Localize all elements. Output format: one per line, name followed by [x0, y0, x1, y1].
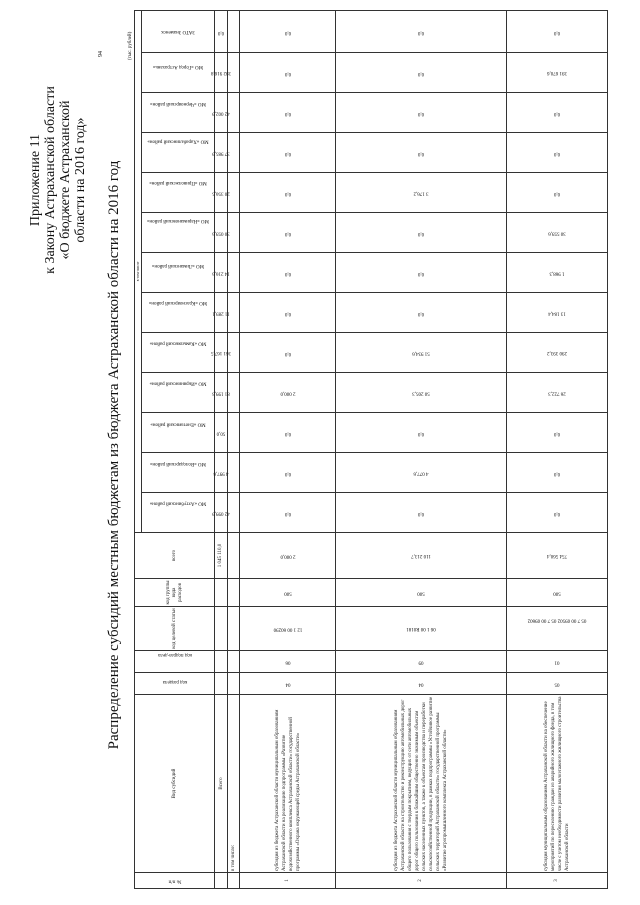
header-target: код целевой статьи [135, 607, 215, 651]
row-kind: субсидия муниципальным образованиям Астраханской области на обеспечение мероприятий по переселению граждан из аварийного жилищного фонда, в том числе с учетом необходимости развития малоэтажного жилищного строительства Астраханской области [507, 695, 608, 873]
row-district-value: 2 000,0 [240, 373, 336, 413]
total-district-value: 0,0 [215, 11, 228, 53]
header-district: МО «Лиманский район» [142, 253, 215, 293]
row-total: 2 000,0 [240, 533, 336, 579]
appendix-line-3: «О бюджете Астраханской [58, 100, 73, 260]
row-district-value: 3 176,2 [336, 173, 507, 213]
row-district-value: 0,0 [336, 213, 507, 253]
header-district: МО «Наримановский район» [142, 213, 215, 253]
total-district-value: 361 167,5 [215, 333, 228, 373]
table-row [336, 11, 507, 889]
total-district-value: 392 916,8 [215, 53, 228, 93]
total-district-value: 4 997,6 [215, 453, 228, 493]
row-target: 12 1 00 60290 [240, 607, 336, 651]
totals-row [215, 11, 228, 889]
page-number: 94 [98, 51, 104, 57]
row-district-value: 0,0 [240, 173, 336, 213]
row-district-value: 0,0 [240, 253, 336, 293]
total-district-value: 42 002,9 [215, 93, 228, 133]
header-kind: Вид субсидий [135, 695, 215, 873]
total-district-value: 14 216,6 [215, 253, 228, 293]
header-district: МО «Ахтубинский район» [142, 493, 215, 533]
row-section: 04 [336, 673, 507, 695]
row-district-value: 0,0 [336, 493, 507, 533]
header-num: № п/п [135, 873, 215, 889]
total-district-value: 30 059,6 [215, 213, 228, 253]
row-district-value: 290 393,2 [507, 333, 608, 373]
including-row [228, 11, 240, 889]
row-district-value: 0,0 [507, 93, 608, 133]
row-district-value: 0,0 [507, 453, 608, 493]
row-section: 04 [240, 673, 336, 695]
row-district-value: 0,0 [336, 11, 507, 53]
row-kind: субсидия из бюджета Астраханской области муниципальным образованиям Астраханской области на реализацию подпрограммы «Развитие водохозяйственного комплекса Астраханской области» государственной программы «Охрана окружающей среды Астраханской области» [240, 695, 336, 873]
row-target: 06 1 00 R0181 [336, 607, 507, 651]
row-district-value: 0,0 [336, 53, 507, 93]
row-district-value: 26 722,3 [507, 373, 608, 413]
row-district-value: 4 077,6 [336, 453, 507, 493]
row-subsection: 06 [240, 651, 336, 673]
header-total: всего [135, 533, 215, 579]
row-district-value: 0,0 [240, 133, 336, 173]
grand-total: 1 045 110,0 [215, 533, 228, 579]
row-district-value: 51 934,6 [336, 333, 507, 373]
appendix-line-1: Приложение 11 [28, 133, 43, 227]
total-district-value: 42 099,9 [215, 493, 228, 533]
total-district-value: 50,0 [215, 413, 228, 453]
header-section: код раздела [135, 673, 215, 695]
row-district-value: 0,0 [507, 11, 608, 53]
document-title: Распределение субсидий местным бюджетам из бюджета Астраханской области на 2016 год [106, 160, 122, 750]
total-district-value: 81 199,3 [215, 373, 228, 413]
table-row [240, 11, 336, 889]
subsidy-table [134, 10, 608, 889]
header-district: МО «Володарский район» [142, 453, 215, 493]
row-district-value: 0,0 [240, 93, 336, 133]
row-number: 2 [336, 873, 507, 889]
total-label: Всего [215, 695, 228, 873]
row-district-value: 50 205,3 [336, 373, 507, 413]
row-district-value: 0,0 [240, 213, 336, 253]
header-including: в том числе [135, 11, 142, 533]
row-district-value: 0,0 [240, 333, 336, 373]
header-district: МО «Черноярский район» [142, 93, 215, 133]
header-district: МО «Харабалинский район» [142, 133, 215, 173]
header-expense-type: код группы вида расходов [135, 579, 215, 607]
row-district-value: 0,0 [507, 173, 608, 213]
row-kind: субсидия из бюджета Астраханской области муниципальным образованиям Астраханской области на строительство и реконструкцию автомобильных дорог общего пользования с твердым покрытием, ведущих от сети автомобильных дорог общего пользования к ближайшим общественно значимым объектам сельских населенных пунктов, а также к объектам производства и переработки сельскохозяйственной продукции, в рамках подпрограммы «Устойчивое развитие сельских территорий Астраханской области» государственной программы «Развитие агропромышленного комплекса Астраханской области» [336, 695, 507, 873]
header-district: МО «Енотаевский район» [142, 413, 215, 453]
row-district-value: 0,0 [336, 293, 507, 333]
appendix-line-2: к Закону Астраханской области [43, 86, 58, 274]
row-district-value: 0,0 [507, 133, 608, 173]
row-district-value: 391 670,6 [507, 53, 608, 93]
row-total: 110 213,7 [336, 533, 507, 579]
header-district: МО «Город Астрахань» [142, 53, 215, 93]
row-number: 1 [240, 873, 336, 889]
table-row [507, 11, 608, 889]
header-district: МО «Красноярский район» [142, 293, 215, 333]
row-subsection: 09 [336, 651, 507, 673]
total-district-value: 11 289,1 [215, 293, 228, 333]
header-district: ЗАТО Знаменск [142, 11, 215, 53]
row-subsection: 01 [507, 651, 608, 673]
row-district-value: 0,0 [507, 493, 608, 533]
row-district-value: 0,0 [240, 453, 336, 493]
row-expense-type: 500 [507, 579, 608, 607]
total-district-value: 37 985,9 [215, 133, 228, 173]
header-district: МО «Камызякский район» [142, 333, 215, 373]
appendix-line-4: области на 2016 год» [73, 117, 88, 243]
appendix-header [28, 15, 88, 345]
row-section: 05 [507, 673, 608, 695]
row-district-value: 0,0 [240, 413, 336, 453]
row-district-value: 0,0 [240, 293, 336, 333]
row-district-value: 0,0 [336, 93, 507, 133]
header-district: МО «Приволжский район» [142, 173, 215, 213]
including-label: в том числе: [228, 695, 240, 873]
row-target: 05 7 00 09502 05 7 00 09602 [507, 607, 608, 651]
row-district-value: 13 184,4 [507, 293, 608, 333]
total-district-value: 20 356,5 [215, 173, 228, 213]
row-district-value: 0,0 [336, 413, 507, 453]
row-district-value: 0,0 [240, 11, 336, 53]
unit-label: (тыс. рублей) [128, 31, 133, 60]
header-subsection: код подраз-дела [135, 651, 215, 673]
row-district-value: 0,0 [240, 53, 336, 93]
row-district-value: 0,0 [507, 413, 608, 453]
row-expense-type: 500 [336, 579, 507, 607]
row-district-value: 0,0 [336, 133, 507, 173]
row-expense-type: 500 [240, 579, 336, 607]
row-district-value: 30 559,6 [507, 213, 608, 253]
row-number: 3 [507, 873, 608, 889]
row-total: 754 560,4 [507, 533, 608, 579]
row-district-value: 1 968,3 [507, 253, 608, 293]
row-district-value: 0,0 [336, 253, 507, 293]
header-district: МО «Икрянинский район» [142, 373, 215, 413]
row-district-value: 0,0 [240, 493, 336, 533]
